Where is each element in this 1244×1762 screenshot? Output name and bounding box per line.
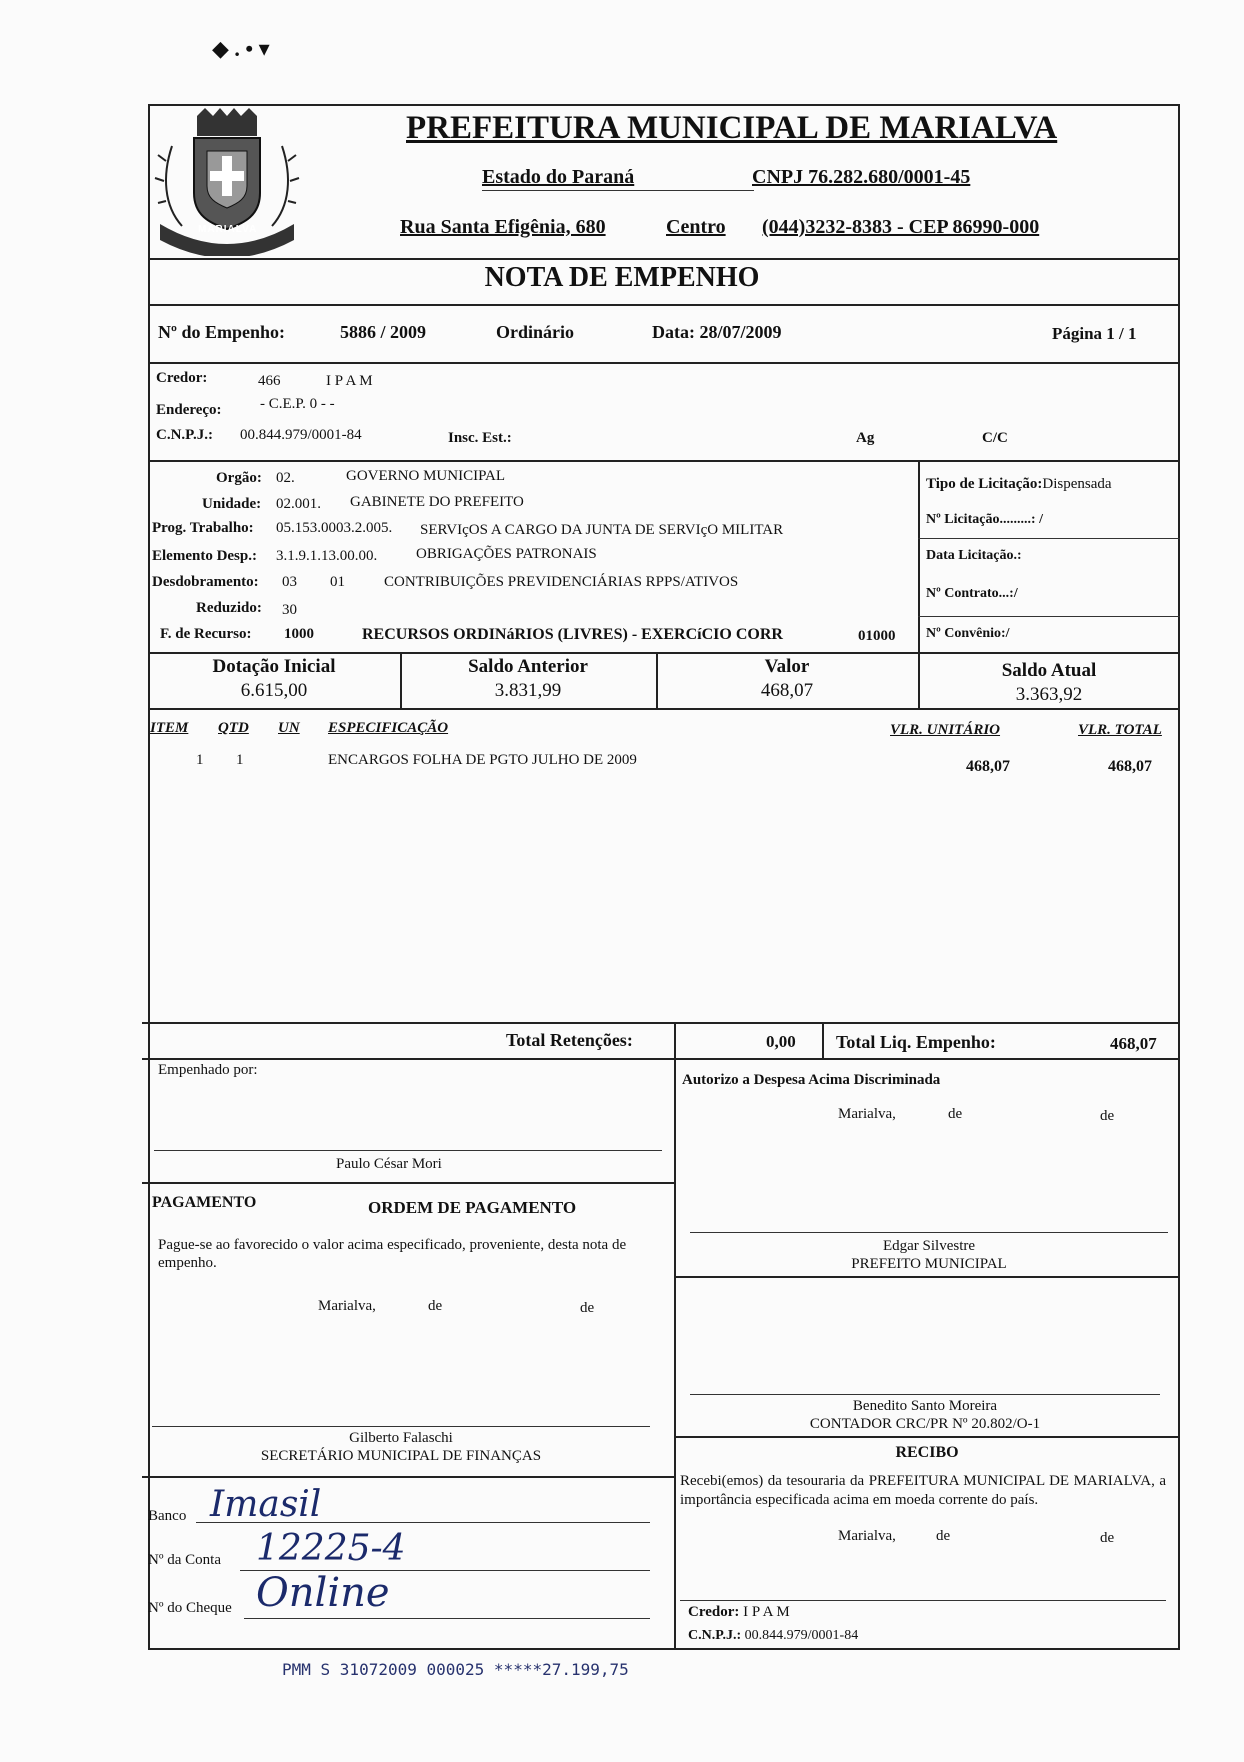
secretario-name: Gilberto Falaschi (349, 1430, 453, 1446)
page-title: PREFEITURA MUNICIPAL DE MARIALVA (406, 110, 1058, 146)
credor-label: Credor: (156, 370, 208, 386)
cnpj-label: C.N.P.J.: (156, 427, 213, 443)
divider (674, 1058, 676, 1650)
divider (674, 1276, 1180, 1278)
numero-licitacao: Nº Licitação.........: / (926, 512, 1043, 527)
divider (918, 460, 920, 652)
row-especificacao: ENCARGOS FOLHA DE PGTO JULHO DE 2009 (328, 752, 637, 768)
elemento-name: OBRIGAÇÕES PATRONAIS (416, 546, 597, 562)
signature-line (690, 1394, 1160, 1395)
pagamento-city: Marialva, (318, 1298, 376, 1314)
valor-value: 468,07 (760, 680, 814, 701)
total-liquido-label: Total Liq. Empenho: (836, 1032, 996, 1052)
empenho-date: Data: 28/07/2009 (652, 322, 782, 342)
recibo-cnpj (688, 1628, 858, 1644)
divider (674, 1022, 676, 1058)
tipo-licitacao-value: Dispensada (1042, 476, 1112, 492)
pagamento-label: PAGAMENTO (152, 1194, 257, 1211)
dotacao-inicial-value: 6.615,00 (240, 680, 308, 701)
conta-label: Nº da Conta (148, 1552, 221, 1568)
elemento-label: Elemento Desp.: (152, 548, 257, 564)
col-especificacao: ESPECIFICAÇÃO (328, 720, 449, 736)
insc-est-label: Insc. Est.: (448, 430, 512, 446)
total-retencoes-label: Total Retenções: (506, 1030, 633, 1050)
prefeito-role: PREFEITO MUNICIPAL (851, 1256, 1007, 1272)
col-qtd: QTD (218, 720, 249, 736)
recibo-cnpj-value: 00.844.979/0001-84 (744, 1628, 859, 1643)
recibo-de-2: de (1100, 1530, 1115, 1546)
recurso-name: RECURSOS ORDINáRIOS (LIVRES) - EXERCíCIO CORR (362, 626, 783, 643)
autorizo-de-1: de (948, 1106, 963, 1122)
desdobramento-name: CONTRIBUIÇÕES PREVIDENCIÁRIAS RPPS/ATIVOS (384, 574, 739, 590)
document-title: NOTA DE EMPENHO (484, 262, 760, 293)
credor-cnpj: 00.844.979/0001-84 (240, 427, 362, 443)
signature-line (152, 1426, 650, 1427)
divider (674, 1436, 1180, 1438)
numero-contrato: Nº Contrato...:/ (926, 586, 1018, 601)
crest-banner-text: MARIALVA (198, 224, 258, 235)
prog-trabalho-name: SERVIçOS A CARGO DA JUNTA DE SERVIçO MILITAR (420, 522, 784, 538)
banco-line (196, 1522, 650, 1523)
contador-role: CONTADOR CRC/PR Nº 20.802/O-1 (809, 1416, 1041, 1432)
recurso-code: 1000 (284, 626, 314, 642)
divider (148, 708, 1180, 710)
banco-label: Banco (148, 1508, 187, 1524)
divider (148, 258, 1180, 260)
unidade-code: 02.001. (276, 496, 321, 512)
autorizo-label: Autorizo a Despesa Acima Discriminada (682, 1072, 941, 1088)
col-item: ITEM (150, 720, 189, 736)
orgao-code: 02. (276, 470, 295, 486)
total-liquido-value: 468,07 (1110, 1034, 1157, 1053)
pagamento-de-2: de (580, 1300, 595, 1316)
credor-address: - C.E.P. 0 - - (260, 396, 335, 412)
divider (142, 1182, 674, 1184)
state-name: Estado do Paraná (482, 166, 635, 188)
tipo-licitacao (926, 476, 1112, 493)
divider (148, 460, 1180, 462)
divider (142, 1476, 674, 1478)
endereco-label: Endereço: (156, 402, 222, 418)
contador-name: Benedito Santo Moreira (852, 1398, 998, 1414)
empenho-number: 5886 / 2009 (340, 322, 427, 342)
col-vlr-unitario: VLR. UNITÁRIO (890, 722, 1001, 738)
col-vlr-total: VLR. TOTAL (1078, 722, 1162, 738)
row-item: 1 (196, 752, 204, 768)
recurso-label: F. de Recurso: (160, 626, 252, 642)
divider (148, 304, 1180, 306)
numero-convenio: Nº Convênio:/ (926, 626, 1010, 641)
tipo-licitacao-label: Tipo de Licitação: (926, 476, 1043, 492)
reduzido-value: 30 (282, 602, 297, 618)
page-number: Página 1 / 1 (1052, 324, 1137, 343)
row-qtd: 1 (236, 752, 244, 768)
pagamento-de-1: de (428, 1298, 443, 1314)
recibo-credor-label: Credor: (688, 1604, 740, 1620)
prog-trabalho-label: Prog. Trabalho: (152, 520, 254, 536)
credor-name: I P A M (326, 373, 373, 389)
empenho-label: Nº do Empenho: (158, 322, 285, 342)
desdobramento-a: 03 (282, 574, 297, 590)
dotacao-inicial-label: Dotação Inicial (212, 656, 336, 677)
total-retencoes-value: 0,00 (766, 1032, 796, 1051)
ag-label: Ag (856, 430, 875, 446)
recibo-credor-value: I P A M (743, 1604, 790, 1620)
empenhado-signer: Paulo César Mori (336, 1156, 442, 1172)
recibo-credor (688, 1604, 790, 1621)
cheque-handwritten: Online (256, 1570, 390, 1616)
saldo-atual-value: 3.363,92 (1015, 684, 1083, 705)
recurso-num: 01000 (858, 628, 896, 644)
divider (142, 1022, 1180, 1024)
conta-handwritten: 12225-4 (256, 1528, 406, 1569)
recibo-de-1: de (936, 1528, 951, 1544)
signature-line (690, 1232, 1168, 1233)
orgao-label: Orgão: (216, 470, 262, 486)
pagamento-text: Pague-se ao favorecido o valor acima especificado, proveniente, desta nota de empenho. (158, 1237, 627, 1271)
col-un: UN (278, 720, 300, 736)
row-vlr-unitario: 468,07 (966, 758, 1010, 775)
signature-line (154, 1150, 662, 1151)
signature-line (680, 1600, 1166, 1601)
ordem-pagamento-label: ORDEM DE PAGAMENTO (368, 1198, 577, 1217)
divider (148, 362, 1180, 364)
cheque-line (244, 1618, 650, 1619)
address-street: Rua Santa Efigênia, 680 (400, 216, 606, 238)
state-underline (482, 190, 754, 191)
cheque-label: Nº do Cheque (148, 1600, 232, 1616)
phone-cep: (044)3232-8383 - CEP 86990-000 (762, 216, 1040, 238)
unidade-label: Unidade: (202, 496, 262, 512)
divider (148, 652, 1180, 654)
saldo-anterior-label: Saldo Anterior (468, 656, 588, 677)
municipal-crest-icon (152, 106, 302, 256)
payment-stamp: PMM S 31072009 000025 *****27.199,75 (282, 1660, 629, 1679)
reduzido-label: Reduzido: (196, 600, 262, 616)
recibo-city: Marialva, (838, 1528, 896, 1544)
saldo-anterior-value: 3.831,99 (494, 680, 562, 701)
data-licitacao: Data Licitação.: (926, 548, 1022, 563)
secretario-role: SECRETÁRIO MUNICIPAL DE FINANÇAS (260, 1448, 542, 1464)
valor-label: Valor (764, 656, 810, 677)
credor-code: 466 (258, 373, 281, 389)
divider (918, 616, 1180, 617)
prefeito-name: Edgar Silvestre (882, 1238, 976, 1254)
row-vlr-total: 468,07 (1108, 758, 1152, 775)
recibo-text: Recebi(emos) da tesouraria da PREFEITURA MUNICIPAL DE MARIALVA, a importância especificada acima em moeda corrente do país. (680, 1473, 1166, 1508)
desdobramento-label: Desdobramento: (152, 574, 259, 590)
prefeitura-cnpj: CNPJ 76.282.680/0001-45 (752, 166, 971, 188)
autorizo-de-2: de (1100, 1108, 1115, 1124)
divider (142, 1058, 1180, 1060)
elemento-code: 3.1.9.1.13.00.00. (276, 548, 378, 564)
autorizo-city: Marialva, (838, 1106, 896, 1122)
unidade-name: GABINETE DO PREFEITO (350, 494, 524, 510)
empenhado-por-label: Empenhado por: (158, 1062, 258, 1078)
recibo-label: RECIBO (895, 1444, 959, 1461)
orgao-name: GOVERNO MUNICIPAL (346, 468, 506, 484)
desdobramento-b: 01 (330, 574, 345, 590)
saldo-atual-label: Saldo Atual (1001, 660, 1097, 681)
empenho-type: Ordinário (496, 322, 575, 342)
divider (822, 1022, 824, 1058)
address-district: Centro (666, 216, 726, 238)
cc-label: C/C (982, 430, 1008, 446)
recibo-cnpj-label: C.N.P.J.: (688, 1628, 742, 1643)
divider (918, 538, 1180, 539)
banco-handwritten: Imasil (210, 1484, 322, 1525)
prog-trabalho-code: 05.153.0003.2.005. (276, 520, 393, 536)
stray-marks: ◆ . • ▾ (212, 36, 270, 61)
